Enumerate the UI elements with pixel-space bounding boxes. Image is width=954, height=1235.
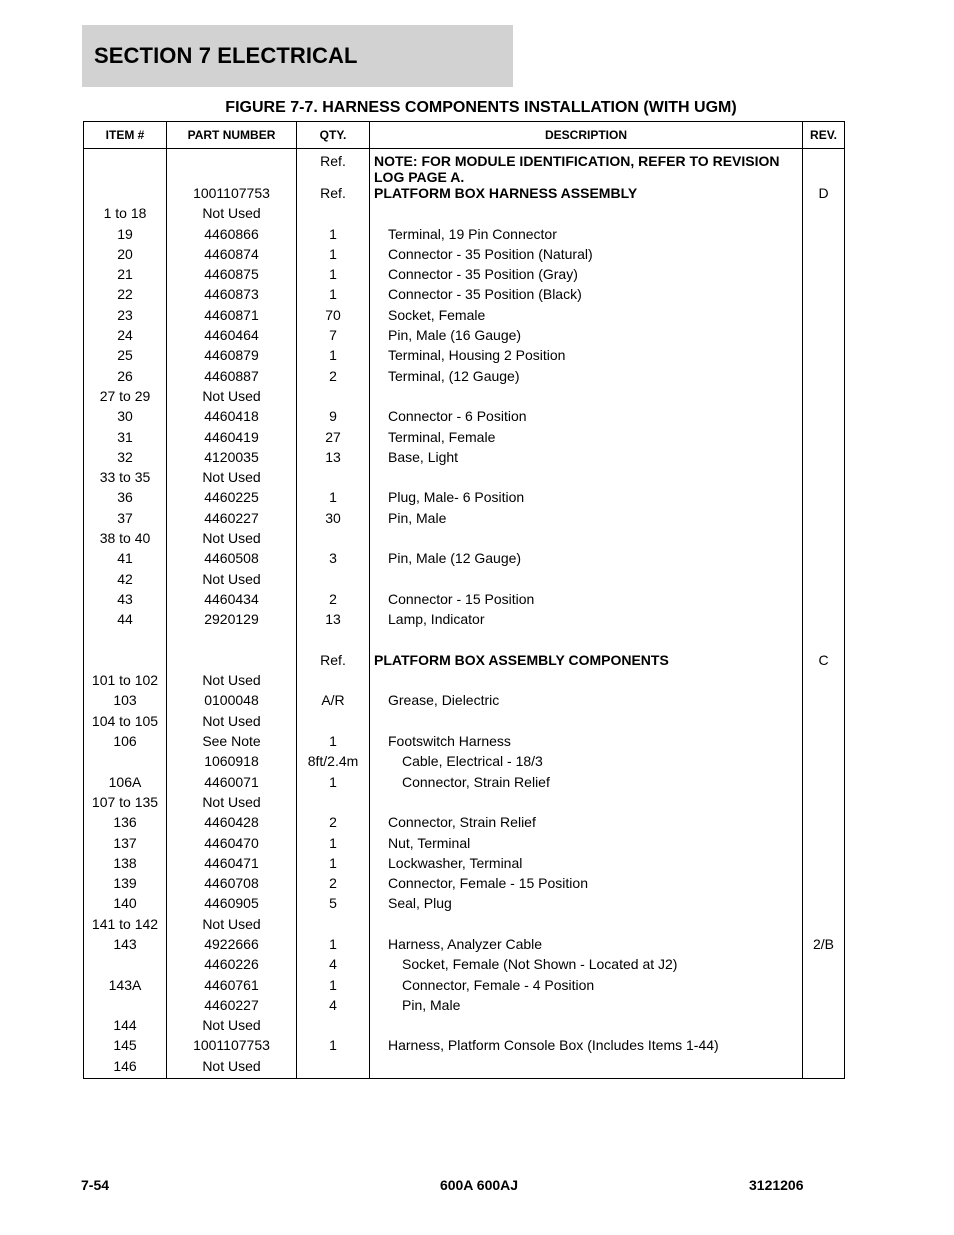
rev-cell	[803, 429, 845, 449]
part-number-cell: 4460874	[167, 246, 297, 266]
part-number-cell: 4460708	[167, 875, 297, 895]
table-row	[84, 429, 845, 449]
table-row	[84, 997, 845, 1017]
part-number-cell: 4460418	[167, 408, 297, 428]
qty-cell: 1	[297, 246, 370, 266]
rev-cell	[803, 226, 845, 246]
item-cell: 146	[84, 1058, 167, 1079]
table-row	[84, 510, 845, 530]
item-cell	[84, 997, 167, 1017]
qty-cell: 13	[297, 449, 370, 469]
part-number-cell: 4460761	[167, 977, 297, 997]
qty-cell	[297, 632, 370, 652]
item-cell	[84, 632, 167, 652]
part-number-cell	[167, 652, 297, 672]
qty-cell: 3	[297, 550, 370, 570]
item-cell: 104 to 105	[84, 713, 167, 733]
rev-cell: D	[803, 185, 845, 205]
column-header-rev: REV.	[803, 122, 845, 149]
table-row	[84, 753, 845, 773]
description-cell	[370, 1058, 803, 1079]
rev-cell	[803, 997, 845, 1017]
description-cell	[370, 794, 803, 814]
rev-cell	[803, 672, 845, 692]
rev-cell	[803, 347, 845, 367]
item-cell: 103	[84, 692, 167, 712]
item-cell: 37	[84, 510, 167, 530]
qty-cell: 2	[297, 814, 370, 834]
item-cell: 32	[84, 449, 167, 469]
qty-cell: 1	[297, 774, 370, 794]
rev-cell	[803, 692, 845, 712]
table-row	[84, 936, 845, 956]
part-number-cell: Not Used	[167, 530, 297, 550]
item-cell: 25	[84, 347, 167, 367]
table-row	[84, 875, 845, 895]
description-cell: Terminal, Female	[370, 429, 803, 449]
table-row	[84, 550, 845, 570]
rev-cell	[803, 956, 845, 976]
part-number-cell: Not Used	[167, 469, 297, 489]
qty-cell: 1	[297, 347, 370, 367]
description-cell: Footswitch Harness	[370, 733, 803, 753]
part-number-cell: Not Used	[167, 1017, 297, 1037]
description-cell: Lamp, Indicator	[370, 611, 803, 631]
description-cell: Connector, Strain Relief	[370, 774, 803, 794]
description-cell	[370, 469, 803, 489]
qty-cell: 1	[297, 977, 370, 997]
qty-cell	[297, 1058, 370, 1079]
description-cell	[370, 530, 803, 550]
rev-cell	[803, 286, 845, 306]
table-row	[84, 611, 845, 631]
table-row	[84, 388, 845, 408]
rev-cell	[803, 246, 845, 266]
qty-cell: 1	[297, 489, 370, 509]
item-cell	[84, 652, 167, 672]
description-cell: Pin, Male	[370, 997, 803, 1017]
description-cell: Connector - 6 Position	[370, 408, 803, 428]
part-number-cell: 4120035	[167, 449, 297, 469]
item-cell: 20	[84, 246, 167, 266]
item-cell: 143A	[84, 977, 167, 997]
table-row	[84, 956, 845, 976]
qty-cell	[297, 916, 370, 936]
rev-cell: C	[803, 652, 845, 672]
qty-cell: 2	[297, 875, 370, 895]
qty-cell: 1	[297, 936, 370, 956]
qty-cell: 1	[297, 226, 370, 246]
item-cell: 33 to 35	[84, 469, 167, 489]
rev-cell	[803, 733, 845, 753]
item-cell: 144	[84, 1017, 167, 1037]
description-cell: Harness, Analyzer Cable	[370, 936, 803, 956]
description-cell: Connector - 35 Position (Gray)	[370, 266, 803, 286]
qty-cell: 7	[297, 327, 370, 347]
part-number-cell: 4460227	[167, 997, 297, 1017]
table-row	[84, 347, 845, 367]
rev-cell	[803, 489, 845, 509]
rev-cell	[803, 510, 845, 530]
part-number-cell: 4460470	[167, 835, 297, 855]
part-number-cell: Not Used	[167, 571, 297, 591]
qty-cell: Ref.	[297, 652, 370, 672]
description-cell	[370, 1017, 803, 1037]
item-cell: 106	[84, 733, 167, 753]
description-cell: Connector - 35 Position (Black)	[370, 286, 803, 306]
part-number-cell: 4460428	[167, 814, 297, 834]
part-number-cell: 4460875	[167, 266, 297, 286]
description-cell: Socket, Female	[370, 307, 803, 327]
qty-cell: 8ft/2.4m	[297, 753, 370, 773]
table-row	[84, 733, 845, 753]
part-number-cell: Not Used	[167, 1058, 297, 1079]
description-cell: Harness, Platform Console Box (Includes Items 1-44)	[370, 1037, 803, 1057]
qty-cell: Ref.	[297, 185, 370, 205]
footer-doc-number: 3121206	[749, 1177, 804, 1193]
description-cell: PLATFORM BOX HARNESS ASSEMBLY	[370, 185, 803, 205]
item-cell: 139	[84, 875, 167, 895]
qty-cell	[297, 1017, 370, 1037]
item-cell: 24	[84, 327, 167, 347]
part-number-cell: Not Used	[167, 388, 297, 408]
qty-cell: 2	[297, 591, 370, 611]
part-number-cell: 4460905	[167, 895, 297, 915]
part-number-cell: 4460879	[167, 347, 297, 367]
description-cell: Connector - 35 Position (Natural)	[370, 246, 803, 266]
qty-cell: 27	[297, 429, 370, 449]
part-number-cell: 4460434	[167, 591, 297, 611]
rev-cell	[803, 1058, 845, 1079]
rev-cell	[803, 530, 845, 550]
rev-cell	[803, 469, 845, 489]
footer-model: 600A 600AJ	[439, 1177, 519, 1193]
item-cell: 44	[84, 611, 167, 631]
description-cell	[370, 916, 803, 936]
item-cell: 137	[84, 835, 167, 855]
qty-cell: 4	[297, 956, 370, 976]
item-cell: 23	[84, 307, 167, 327]
description-cell: Connector, Strain Relief	[370, 814, 803, 834]
rev-cell	[803, 916, 845, 936]
qty-cell: 1	[297, 1037, 370, 1057]
table-row	[84, 286, 845, 306]
qty-cell	[297, 205, 370, 225]
rev-cell	[803, 753, 845, 773]
description-cell: Pin, Male (12 Gauge)	[370, 550, 803, 570]
qty-cell: Ref.	[297, 149, 370, 186]
description-cell: Lockwasher, Terminal	[370, 855, 803, 875]
item-cell	[84, 753, 167, 773]
item-cell: 21	[84, 266, 167, 286]
item-cell: 26	[84, 368, 167, 388]
item-cell: 106A	[84, 774, 167, 794]
part-number-cell: 4460471	[167, 855, 297, 875]
description-cell	[370, 713, 803, 733]
qty-cell: 5	[297, 895, 370, 915]
table-row	[84, 226, 845, 246]
description-cell: Seal, Plug	[370, 895, 803, 915]
column-header-part-number: PART NUMBER	[167, 122, 297, 149]
description-cell: Connector - 15 Position	[370, 591, 803, 611]
description-cell: Nut, Terminal	[370, 835, 803, 855]
item-cell: 136	[84, 814, 167, 834]
description-cell	[370, 632, 803, 652]
part-number-cell	[167, 149, 297, 186]
part-number-cell: 4460225	[167, 489, 297, 509]
qty-cell	[297, 672, 370, 692]
rev-cell	[803, 368, 845, 388]
item-cell: 30	[84, 408, 167, 428]
item-cell	[84, 149, 167, 186]
table-row	[84, 895, 845, 915]
rev-cell	[803, 266, 845, 286]
qty-cell: 1	[297, 855, 370, 875]
item-cell: 42	[84, 571, 167, 591]
table-row	[84, 368, 845, 388]
qty-cell	[297, 469, 370, 489]
description-cell: Terminal, Housing 2 Position	[370, 347, 803, 367]
rev-cell	[803, 571, 845, 591]
part-number-cell: 1001107753	[167, 185, 297, 205]
table-row	[84, 835, 845, 855]
table-row	[84, 713, 845, 733]
part-number-cell: 4460464	[167, 327, 297, 347]
part-number-cell: 4460887	[167, 368, 297, 388]
table-row	[84, 266, 845, 286]
rev-cell	[803, 408, 845, 428]
table-row	[84, 591, 845, 611]
part-number-cell: Not Used	[167, 205, 297, 225]
table-row	[84, 185, 845, 205]
table-row	[84, 794, 845, 814]
qty-cell: 1	[297, 733, 370, 753]
rev-cell	[803, 388, 845, 408]
table-row	[84, 632, 845, 652]
table-row	[84, 205, 845, 225]
part-number-cell: 4922666	[167, 936, 297, 956]
description-cell: Cable, Electrical - 18/3	[370, 753, 803, 773]
rev-cell	[803, 307, 845, 327]
rev-cell	[803, 774, 845, 794]
table-row	[84, 855, 845, 875]
item-cell: 22	[84, 286, 167, 306]
qty-cell	[297, 388, 370, 408]
qty-cell	[297, 530, 370, 550]
part-number-cell: 0100048	[167, 692, 297, 712]
description-cell: Terminal, (12 Gauge)	[370, 368, 803, 388]
part-number-cell: 4460226	[167, 956, 297, 976]
section-title: SECTION 7 ELECTRICAL	[94, 43, 358, 68]
part-number-cell: See Note	[167, 733, 297, 753]
part-number-cell: 1060918	[167, 753, 297, 773]
item-cell: 101 to 102	[84, 672, 167, 692]
description-cell: Pin, Male	[370, 510, 803, 530]
rev-cell	[803, 977, 845, 997]
rev-cell	[803, 814, 845, 834]
item-cell: 145	[84, 1037, 167, 1057]
part-number-cell: Not Used	[167, 794, 297, 814]
qty-cell: 2	[297, 368, 370, 388]
item-cell: 141 to 142	[84, 916, 167, 936]
part-number-cell: 4460071	[167, 774, 297, 794]
qty-cell: 70	[297, 307, 370, 327]
figure-title: FIGURE 7-7. HARNESS COMPONENTS INSTALLATION (WITH UGM)	[225, 99, 737, 116]
table-row	[84, 692, 845, 712]
item-cell: 19	[84, 226, 167, 246]
item-cell: 36	[84, 489, 167, 509]
description-cell: Base, Light	[370, 449, 803, 469]
table-row	[84, 1017, 845, 1037]
parts-table	[83, 121, 845, 1079]
part-number-cell: Not Used	[167, 916, 297, 936]
item-cell	[84, 185, 167, 205]
table-row	[84, 469, 845, 489]
rev-cell	[803, 205, 845, 225]
item-cell: 107 to 135	[84, 794, 167, 814]
column-header-description: DESCRIPTION	[370, 122, 803, 149]
part-number-cell: Not Used	[167, 713, 297, 733]
table-row	[84, 571, 845, 591]
description-cell: NOTE: FOR MODULE IDENTIFICATION, REFER TO REVISION LOG PAGE A.	[370, 149, 803, 186]
description-cell: Terminal, 19 Pin Connector	[370, 226, 803, 246]
table-row	[84, 530, 845, 550]
qty-cell: 4	[297, 997, 370, 1017]
rev-cell	[803, 794, 845, 814]
description-cell: Connector, Female - 4 Position	[370, 977, 803, 997]
item-cell: 43	[84, 591, 167, 611]
item-cell: 27 to 29	[84, 388, 167, 408]
qty-cell: 9	[297, 408, 370, 428]
rev-cell	[803, 149, 845, 186]
table-row	[84, 149, 845, 186]
parts-table-body	[84, 149, 845, 1079]
part-number-cell: 4460508	[167, 550, 297, 570]
rev-cell	[803, 875, 845, 895]
rev-cell	[803, 632, 845, 652]
qty-cell: 1	[297, 266, 370, 286]
qty-cell: 30	[297, 510, 370, 530]
rev-cell	[803, 550, 845, 570]
table-row	[84, 774, 845, 794]
item-cell: 1 to 18	[84, 205, 167, 225]
rev-cell	[803, 611, 845, 631]
part-number-cell: 1001107753	[167, 1037, 297, 1057]
part-number-cell: 4460419	[167, 429, 297, 449]
qty-cell: 1	[297, 286, 370, 306]
rev-cell: 2/B	[803, 936, 845, 956]
qty-cell: A/R	[297, 692, 370, 712]
table-row	[84, 327, 845, 347]
item-cell: 140	[84, 895, 167, 915]
item-cell: 31	[84, 429, 167, 449]
part-number-cell: 4460866	[167, 226, 297, 246]
table-row	[84, 977, 845, 997]
item-cell: 143	[84, 936, 167, 956]
table-header-row	[84, 122, 845, 149]
description-cell: Grease, Dielectric	[370, 692, 803, 712]
item-cell: 138	[84, 855, 167, 875]
rev-cell	[803, 855, 845, 875]
section-banner	[82, 25, 513, 87]
table-row	[84, 408, 845, 428]
qty-cell	[297, 713, 370, 733]
table-row	[84, 489, 845, 509]
part-number-cell: Not Used	[167, 672, 297, 692]
table-row	[84, 814, 845, 834]
part-number-cell: 2920129	[167, 611, 297, 631]
description-cell: PLATFORM BOX ASSEMBLY COMPONENTS	[370, 652, 803, 672]
item-cell: 41	[84, 550, 167, 570]
description-cell	[370, 571, 803, 591]
description-cell: Plug, Male- 6 Position	[370, 489, 803, 509]
table-row	[84, 246, 845, 266]
part-number-cell: 4460227	[167, 510, 297, 530]
column-header-item: ITEM #	[84, 122, 167, 149]
table-row	[84, 449, 845, 469]
rev-cell	[803, 449, 845, 469]
item-cell: 38 to 40	[84, 530, 167, 550]
table-row	[84, 1037, 845, 1057]
description-cell	[370, 672, 803, 692]
table-row	[84, 916, 845, 936]
description-cell: Socket, Female (Not Shown - Located at J2)	[370, 956, 803, 976]
table-row	[84, 672, 845, 692]
part-number-cell: 4460873	[167, 286, 297, 306]
rev-cell	[803, 327, 845, 347]
qty-cell: 1	[297, 835, 370, 855]
part-number-cell: 4460871	[167, 307, 297, 327]
rev-cell	[803, 895, 845, 915]
rev-cell	[803, 1037, 845, 1057]
description-cell: Connector, Female - 15 Position	[370, 875, 803, 895]
table-row	[84, 652, 845, 672]
table-row	[84, 1058, 845, 1079]
table-row	[84, 307, 845, 327]
description-cell	[370, 205, 803, 225]
rev-cell	[803, 835, 845, 855]
qty-cell	[297, 794, 370, 814]
description-cell	[370, 388, 803, 408]
column-header-qty: QTY.	[297, 122, 370, 149]
description-cell: Pin, Male (16 Gauge)	[370, 327, 803, 347]
qty-cell	[297, 571, 370, 591]
rev-cell	[803, 1017, 845, 1037]
part-number-cell	[167, 632, 297, 652]
item-cell	[84, 956, 167, 976]
rev-cell	[803, 713, 845, 733]
qty-cell: 13	[297, 611, 370, 631]
rev-cell	[803, 591, 845, 611]
footer-page-number: 7-54	[81, 1177, 110, 1193]
